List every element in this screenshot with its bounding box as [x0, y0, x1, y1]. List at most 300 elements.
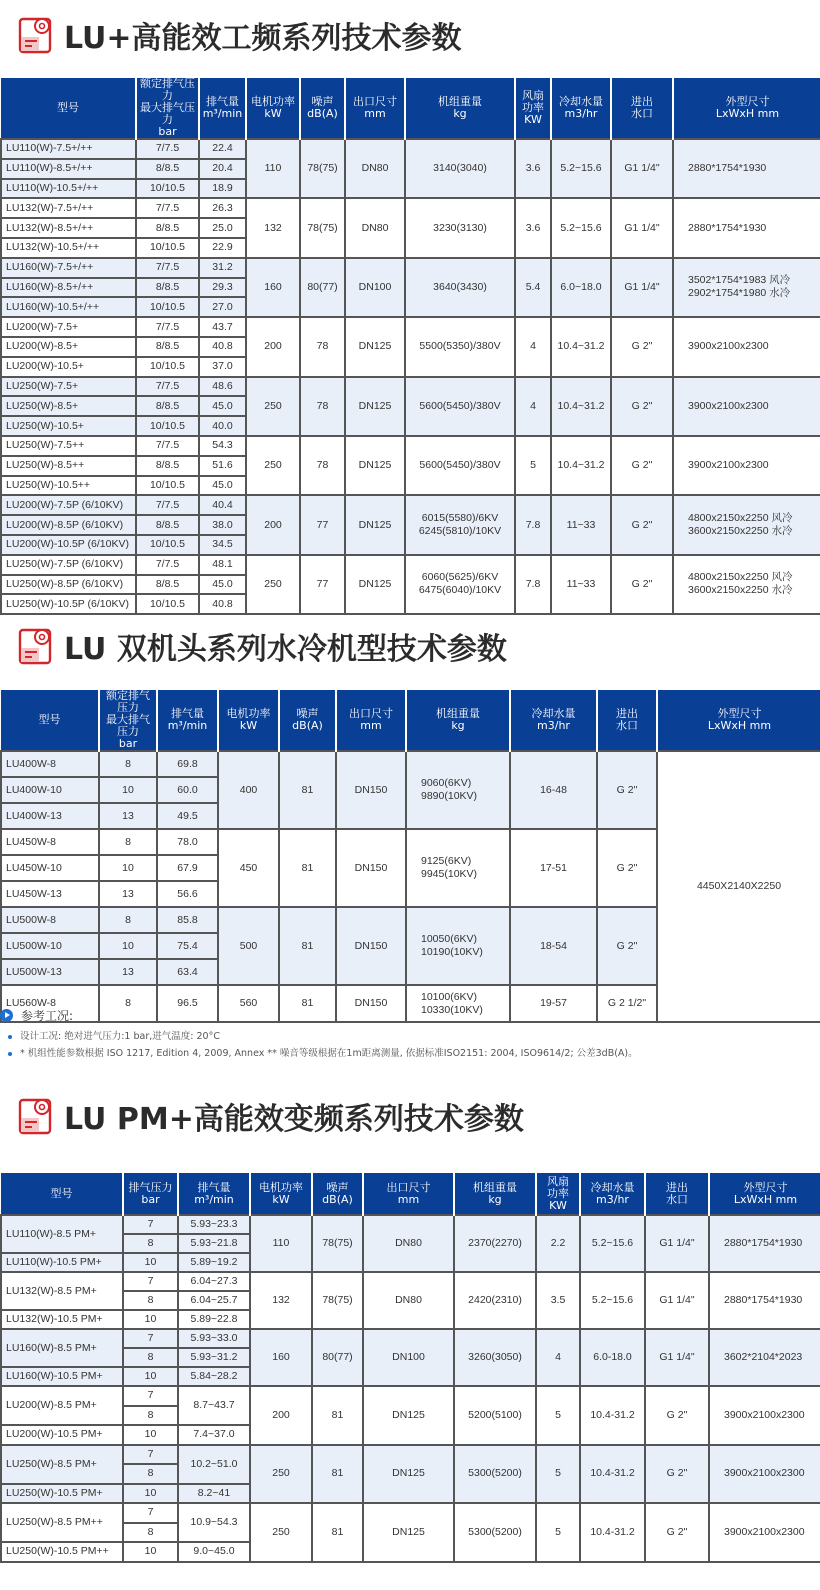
noise-cell: 78(75): [312, 1272, 363, 1329]
water-port-cell: G 2": [597, 907, 657, 985]
outlet-cell: DN100: [363, 1329, 454, 1386]
table-row: [1, 436, 820, 456]
water-port-cell: G1 1/4": [611, 139, 673, 198]
model-cell: LU250(W)-7.5++: [1, 436, 136, 456]
column-header: 型号: [1, 1173, 123, 1215]
cooling-water-cell: 11~33: [551, 555, 611, 614]
model-cell: LU400W-13: [1, 803, 99, 829]
column-header: 进出 水口: [597, 690, 657, 751]
flow-cell: 5.89~22.8: [178, 1310, 250, 1329]
cooling-water-cell: 6.0~18.0: [551, 258, 611, 317]
pressure-cell: 8/8.5: [136, 159, 199, 179]
noise-cell: 81: [279, 829, 336, 907]
column-header: 风扇 功率 KW: [515, 78, 551, 139]
pressure-cell: 10/10.5: [136, 297, 199, 317]
column-header: 冷却水量 m3/hr: [551, 78, 611, 139]
flow-cell: 5.84~28.2: [178, 1367, 250, 1386]
motor-cell: 500: [218, 907, 279, 985]
column-header: 额定排气压力 最大排气压力 bar: [99, 690, 157, 751]
pressure-cell: 7/7.5: [136, 317, 199, 337]
pressure-cell: 10/10.5: [136, 476, 199, 496]
pressure-cell: 8: [123, 1406, 178, 1426]
table-row: [1, 139, 820, 159]
pressure-cell: 7/7.5: [136, 139, 199, 159]
pressure-cell: 7/7.5: [136, 198, 199, 218]
outlet-cell: DN125: [345, 436, 405, 495]
model-cell: LU250(W)-10.5 PM+: [1, 1484, 123, 1504]
column-header: 出口尺寸 mm: [336, 690, 406, 751]
pressure-cell: 8: [123, 1234, 178, 1253]
outlet-cell: DN125: [363, 1445, 454, 1504]
water-port-cell: G1 1/4": [611, 258, 673, 317]
section-title-lu-pm: LU PM+高能效变频系列技术参数: [18, 1094, 524, 1138]
column-header: 排气量 m³/min: [178, 1173, 250, 1215]
table-row: [1, 377, 820, 397]
dimensions-cell: 4800x2150x2250 风冷 3600x2150x2250 水冷: [673, 495, 820, 554]
flow-cell: 29.3: [199, 278, 246, 298]
flow-cell: 6.04~25.7: [178, 1291, 250, 1310]
model-cell: LU160(W)-10.5+/++: [1, 297, 136, 317]
flow-cell: 6.04~27.3: [178, 1272, 250, 1291]
lu-dual-spec-table: [0, 690, 820, 1023]
model-cell: LU200(W)-7.5P (6/10KV): [1, 495, 136, 515]
model-cell: LU250(W)-8.5 PM++: [1, 1503, 123, 1542]
noise-cell: 78(75): [312, 1215, 363, 1272]
fan-power-cell: 2.2: [536, 1215, 580, 1272]
table-row: [1, 198, 820, 218]
section-title-lu-plus: LU+高能效工频系列技术参数: [18, 13, 462, 57]
column-header: 外型尺寸 LxWxH mm: [673, 78, 820, 139]
cooling-water-cell: 11~33: [551, 495, 611, 554]
fan-power-cell: 5: [536, 1386, 580, 1445]
noise-cell: 81: [279, 751, 336, 829]
motor-cell: 110: [250, 1215, 312, 1272]
model-cell: LU400W-8: [1, 751, 99, 777]
fan-power-cell: 5.4: [515, 258, 551, 317]
outlet-cell: DN125: [345, 317, 405, 376]
water-port-cell: G 2": [611, 436, 673, 495]
outlet-cell: DN125: [363, 1386, 454, 1445]
weight-cell: 2420(2310): [454, 1272, 536, 1329]
model-cell: LU200(W)-7.5+: [1, 317, 136, 337]
flow-cell: 54.3: [199, 436, 246, 456]
water-port-cell: G1 1/4": [645, 1329, 709, 1386]
flow-cell: 5.93~33.0: [178, 1329, 250, 1348]
model-cell: LU110(W)-10.5 PM+: [1, 1253, 123, 1272]
lu-pm-spec-table: [0, 1173, 820, 1563]
column-header: 型号: [1, 78, 136, 139]
flow-cell: 51.6: [199, 456, 246, 476]
cooling-water-cell: 5.2~15.6: [551, 198, 611, 257]
flow-cell: 5.93~31.2: [178, 1348, 250, 1367]
water-port-cell: G1 1/4": [645, 1215, 709, 1272]
pressure-cell: 10/10.5: [136, 594, 199, 614]
model-cell: LU250(W)-10.5++: [1, 476, 136, 496]
noise-cell: 80(77): [300, 258, 345, 317]
pressure-cell: 7/7.5: [136, 555, 199, 575]
dimensions-cell: 3900x2100x2300: [673, 317, 820, 376]
note-item: 设计工况: 绝对进气压力:1 bar,进气温度: 20°C: [0, 1028, 820, 1045]
pressure-cell: 8: [99, 985, 157, 1022]
water-port-cell: G 2": [645, 1503, 709, 1562]
weight-cell: 6060(5625)/6KV 6475(6040)/10KV: [405, 555, 515, 614]
column-header: 电机功率 kW: [246, 78, 300, 139]
section-title-lu-dual: LU 双机头系列水冷机型技术参数: [18, 624, 507, 668]
pressure-cell: 8: [99, 907, 157, 933]
pressure-cell: 10/10.5: [136, 535, 199, 555]
motor-cell: 250: [250, 1445, 312, 1504]
cooling-water-cell: 10.4~31.2: [551, 436, 611, 495]
water-port-cell: G 2": [597, 829, 657, 907]
weight-cell: 6015(5580)/6KV 6245(5810)/10KV: [405, 495, 515, 554]
model-cell: LU200(W)-10.5 PM+: [1, 1425, 123, 1445]
model-cell: LU250(W)-7.5+: [1, 377, 136, 397]
column-header: 噪声 dB(A): [300, 78, 345, 139]
noise-cell: 78: [300, 436, 345, 495]
outlet-cell: DN150: [336, 985, 406, 1022]
column-header: 冷却水量 m3/hr: [510, 690, 597, 751]
reference-conditions-notes: [0, 1006, 820, 1062]
model-cell: LU560W-8: [1, 985, 99, 1022]
column-header: 出口尺寸 mm: [363, 1173, 454, 1215]
fan-power-cell: 5: [536, 1503, 580, 1562]
pressure-cell: 10/10.5: [136, 357, 199, 377]
dimensions-cell: 4800x2150x2250 风冷 3600x2150x2250 水冷: [673, 555, 820, 614]
column-header: 出口尺寸 mm: [345, 78, 405, 139]
noise-cell: 81: [279, 985, 336, 1022]
pressure-cell: 7: [123, 1215, 178, 1234]
flow-cell: 38.0: [199, 515, 246, 535]
dimensions-cell: 2880*1754*1930: [673, 198, 820, 257]
model-cell: LU160(W)-7.5+/++: [1, 258, 136, 278]
flow-cell: 37.0: [199, 357, 246, 377]
flow-cell: 40.8: [199, 594, 246, 614]
flow-cell: 48.6: [199, 377, 246, 397]
outlet-cell: DN125: [363, 1503, 454, 1562]
model-cell: LU110(W)-7.5+/++: [1, 139, 136, 159]
pressure-cell: 7/7.5: [136, 495, 199, 515]
column-header: 冷却水量 m3/hr: [580, 1173, 645, 1215]
motor-cell: 250: [246, 377, 300, 436]
flow-cell: 45.0: [199, 396, 246, 416]
dimensions-cell: 3502*1754*1983 风冷 2902*1754*1980 水冷: [673, 258, 820, 317]
motor-cell: 250: [250, 1503, 312, 1562]
pressure-cell: 8: [123, 1291, 178, 1310]
model-cell: LU400W-10: [1, 777, 99, 803]
pressure-cell: 10: [123, 1542, 178, 1562]
table-row: [1, 258, 820, 278]
column-header: 进出 水口: [611, 78, 673, 139]
column-header: 风扇 功率 KW: [536, 1173, 580, 1215]
pressure-cell: 7/7.5: [136, 258, 199, 278]
noise-cell: 78: [300, 377, 345, 436]
flow-cell: 26.3: [199, 198, 246, 218]
noise-cell: 81: [312, 1386, 363, 1445]
model-cell: LU500W-10: [1, 933, 99, 959]
pressure-cell: 13: [99, 959, 157, 985]
cooling-water-cell: 5.2~15.6: [551, 139, 611, 198]
model-cell: LU132(W)-10.5+/++: [1, 238, 136, 258]
model-cell: LU250(W)-8.5P (6/10KV): [1, 575, 136, 595]
dimensions-cell: 4450X2140X2250: [657, 751, 820, 1022]
cooling-water-cell: 6.0-18.0: [580, 1329, 645, 1386]
cooling-water-cell: 10.4~31.2: [551, 377, 611, 436]
pressure-cell: 8/8.5: [136, 396, 199, 416]
flow-cell: 96.5: [157, 985, 218, 1022]
flow-cell: 56.6: [157, 881, 218, 907]
weight-cell: 9060(6KV) 9890(10KV): [406, 751, 510, 829]
model-cell: LU110(W)-8.5+/++: [1, 159, 136, 179]
motor-cell: 560: [218, 985, 279, 1022]
weight-cell: 5500(5350)/380V: [405, 317, 515, 376]
motor-cell: 132: [246, 198, 300, 257]
column-header: 排气压力 bar: [123, 1173, 178, 1215]
outlet-cell: DN80: [345, 139, 405, 198]
column-header: 外型尺寸 LxWxH mm: [657, 690, 820, 751]
weight-cell: 3640(3430): [405, 258, 515, 317]
pressure-cell: 10: [123, 1425, 178, 1445]
cooling-water-cell: 18-54: [510, 907, 597, 985]
table-row: [1, 1386, 820, 1406]
motor-cell: 160: [246, 258, 300, 317]
model-cell: LU160(W)-8.5+/++: [1, 278, 136, 298]
table-row: [1, 1215, 820, 1234]
flow-cell: 5.93~23.3: [178, 1215, 250, 1234]
spec-gear-icon: [18, 1096, 54, 1136]
model-cell: LU250(W)-10.5+: [1, 416, 136, 436]
model-cell: LU250(W)-10.5P (6/10KV): [1, 594, 136, 614]
pressure-cell: 10: [123, 1367, 178, 1386]
flow-cell: 31.2: [199, 258, 246, 278]
cooling-water-cell: 10.4~31.2: [551, 317, 611, 376]
pressure-cell: 7: [123, 1272, 178, 1291]
flow-cell: 43.7: [199, 317, 246, 337]
weight-cell: 10050(6KV) 10190(10KV): [406, 907, 510, 985]
model-cell: LU160(W)-8.5 PM+: [1, 1329, 123, 1367]
flow-cell: 9.0~45.0: [178, 1542, 250, 1562]
outlet-cell: DN80: [363, 1272, 454, 1329]
dimensions-cell: 3900x2100x2300: [709, 1445, 820, 1504]
note-item: * 机组性能参数根据 ISO 1217, Edition 4, 2009, Annex ** 噪音等级根据在1m距离测量, 依据标准ISO2151: 2004, ISO9614/2; 公差3dB(A)。: [0, 1045, 820, 1062]
water-port-cell: G 2": [611, 555, 673, 614]
flow-cell: 18.9: [199, 179, 246, 199]
pressure-cell: 7: [123, 1329, 178, 1348]
cooling-water-cell: 5.2~15.6: [580, 1272, 645, 1329]
outlet-cell: DN150: [336, 751, 406, 829]
column-header: 外型尺寸 LxWxH mm: [709, 1173, 820, 1215]
dimensions-cell: 3900x2100x2300: [673, 377, 820, 436]
cooling-water-cell: 19-57: [510, 985, 597, 1022]
table-row: [1, 495, 820, 515]
flow-cell: 60.0: [157, 777, 218, 803]
noise-cell: 81: [312, 1503, 363, 1562]
water-port-cell: G 2": [645, 1445, 709, 1504]
model-cell: LU500W-8: [1, 907, 99, 933]
motor-cell: 250: [246, 555, 300, 614]
dimensions-cell: 3900x2100x2300: [709, 1503, 820, 1562]
model-cell: LU450W-10: [1, 855, 99, 881]
motor-cell: 450: [218, 829, 279, 907]
column-header: 进出 水口: [645, 1173, 709, 1215]
column-header: 额定排气压力 最大排气压力 bar: [136, 78, 199, 139]
pressure-cell: 7: [123, 1445, 178, 1465]
fan-power-cell: 7.8: [515, 555, 551, 614]
flow-cell: 49.5: [157, 803, 218, 829]
flow-cell: 10.9~54.3: [178, 1503, 250, 1542]
flow-cell: 45.0: [199, 575, 246, 595]
dimensions-cell: 2880*1754*1930: [673, 139, 820, 198]
pressure-cell: 10/10.5: [136, 238, 199, 258]
pressure-cell: 8: [123, 1523, 178, 1543]
lu-plus-spec-table: [0, 78, 820, 615]
spec-gear-icon: [18, 626, 54, 666]
table-row: [1, 751, 820, 777]
flow-cell: 78.0: [157, 829, 218, 855]
flow-cell: 45.0: [199, 476, 246, 496]
water-port-cell: G 2": [611, 495, 673, 554]
model-cell: LU200(W)-10.5+: [1, 357, 136, 377]
dimensions-cell: 2880*1754*1930: [709, 1215, 820, 1272]
column-header: 排气量 m³/min: [157, 690, 218, 751]
fan-power-cell: 4: [515, 317, 551, 376]
flow-cell: 22.9: [199, 238, 246, 258]
model-cell: LU450W-13: [1, 881, 99, 907]
noise-cell: 80(77): [312, 1329, 363, 1386]
flow-cell: 48.1: [199, 555, 246, 575]
weight-cell: 3260(3050): [454, 1329, 536, 1386]
model-cell: LU132(W)-8.5+/++: [1, 218, 136, 238]
model-cell: LU200(W)-8.5P (6/10KV): [1, 515, 136, 535]
pressure-cell: 8: [123, 1348, 178, 1367]
flow-cell: 5.93~21.8: [178, 1234, 250, 1253]
model-cell: LU250(W)-7.5P (6/10KV): [1, 555, 136, 575]
flow-cell: 8.2~41: [178, 1484, 250, 1504]
cooling-water-cell: 17-51: [510, 829, 597, 907]
noise-cell: 78(75): [300, 139, 345, 198]
water-port-cell: G 2": [611, 377, 673, 436]
outlet-cell: DN150: [336, 907, 406, 985]
column-header: 型号: [1, 690, 99, 751]
water-port-cell: G 2 1/2": [597, 985, 657, 1022]
dimensions-cell: 2880*1754*1930: [709, 1272, 820, 1329]
fan-power-cell: 4: [515, 377, 551, 436]
column-header: 噪声 dB(A): [279, 690, 336, 751]
noise-cell: 81: [312, 1445, 363, 1504]
outlet-cell: DN80: [363, 1215, 454, 1272]
weight-cell: 5300(5200): [454, 1503, 536, 1562]
noise-cell: 77: [300, 555, 345, 614]
table-row: [1, 317, 820, 337]
pressure-cell: 10: [123, 1253, 178, 1272]
motor-cell: 200: [250, 1386, 312, 1445]
pressure-cell: 8/8.5: [136, 278, 199, 298]
pressure-cell: 10/10.5: [136, 416, 199, 436]
motor-cell: 250: [246, 436, 300, 495]
pressure-cell: 8/8.5: [136, 515, 199, 535]
water-port-cell: G 2": [611, 317, 673, 376]
model-cell: LU132(W)-8.5 PM+: [1, 1272, 123, 1310]
model-cell: LU160(W)-10.5 PM+: [1, 1367, 123, 1386]
pressure-cell: 10: [99, 933, 157, 959]
column-header: 机组重量 kg: [454, 1173, 536, 1215]
pressure-cell: 8/8.5: [136, 218, 199, 238]
weight-cell: 10100(6KV) 10330(10KV): [406, 985, 510, 1022]
pressure-cell: 8: [123, 1464, 178, 1484]
motor-cell: 110: [246, 139, 300, 198]
notes-heading-text: 参考工况:: [21, 1008, 74, 1023]
weight-cell: 2370(2270): [454, 1215, 536, 1272]
pressure-cell: 8: [99, 829, 157, 855]
pressure-cell: 8: [99, 751, 157, 777]
table-row: [1, 1503, 820, 1523]
column-header: 电机功率 kW: [250, 1173, 312, 1215]
flow-cell: 40.8: [199, 337, 246, 357]
notes-heading: [0, 1006, 820, 1024]
dimensions-cell: 3900x2100x2300: [709, 1386, 820, 1445]
column-header: 电机功率 kW: [218, 690, 279, 751]
cooling-water-cell: 16-48: [510, 751, 597, 829]
motor-cell: 160: [250, 1329, 312, 1386]
flow-cell: 10.2~51.0: [178, 1445, 250, 1484]
flow-cell: 22.4: [199, 139, 246, 159]
weight-cell: 5600(5450)/380V: [405, 377, 515, 436]
weight-cell: 3230(3130): [405, 198, 515, 257]
fan-power-cell: 3.5: [536, 1272, 580, 1329]
cooling-water-cell: 10.4-31.2: [580, 1445, 645, 1504]
fan-power-cell: 3.6: [515, 198, 551, 257]
table-row: [1, 555, 820, 575]
water-port-cell: G1 1/4": [645, 1272, 709, 1329]
outlet-cell: DN125: [345, 377, 405, 436]
outlet-cell: DN125: [345, 555, 405, 614]
model-cell: LU450W-8: [1, 829, 99, 855]
pressure-cell: 10: [99, 855, 157, 881]
model-cell: LU200(W)-8.5+: [1, 337, 136, 357]
table-row: [1, 1329, 820, 1348]
fan-power-cell: 5: [515, 436, 551, 495]
flow-cell: 40.0: [199, 416, 246, 436]
table-row: [1, 1445, 820, 1465]
model-cell: LU250(W)-8.5+: [1, 396, 136, 416]
motor-cell: 200: [246, 495, 300, 554]
pressure-cell: 7: [123, 1503, 178, 1523]
pressure-cell: 10/10.5: [136, 179, 199, 199]
flow-cell: 8.7~43.7: [178, 1386, 250, 1425]
weight-cell: 5300(5200): [454, 1445, 536, 1504]
noise-cell: 81: [279, 907, 336, 985]
model-cell: LU132(W)-7.5+/++: [1, 198, 136, 218]
pressure-cell: 8/8.5: [136, 337, 199, 357]
outlet-cell: DN125: [345, 495, 405, 554]
model-cell: LU250(W)-10.5 PM++: [1, 1542, 123, 1562]
weight-cell: 5200(5100): [454, 1386, 536, 1445]
motor-cell: 132: [250, 1272, 312, 1329]
pressure-cell: 13: [99, 881, 157, 907]
play-circle-icon: [0, 1009, 13, 1022]
flow-cell: 85.8: [157, 907, 218, 933]
flow-cell: 34.5: [199, 535, 246, 555]
model-cell: LU110(W)-10.5+/++: [1, 179, 136, 199]
column-header: 噪声 dB(A): [312, 1173, 363, 1215]
water-port-cell: G1 1/4": [611, 198, 673, 257]
water-port-cell: G 2": [597, 751, 657, 829]
dimensions-cell: 3602*2104*2023: [709, 1329, 820, 1386]
flow-cell: 63.4: [157, 959, 218, 985]
cooling-water-cell: 5.2~15.6: [580, 1215, 645, 1272]
pressure-cell: 10: [123, 1484, 178, 1504]
flow-cell: 75.4: [157, 933, 218, 959]
outlet-cell: DN80: [345, 198, 405, 257]
